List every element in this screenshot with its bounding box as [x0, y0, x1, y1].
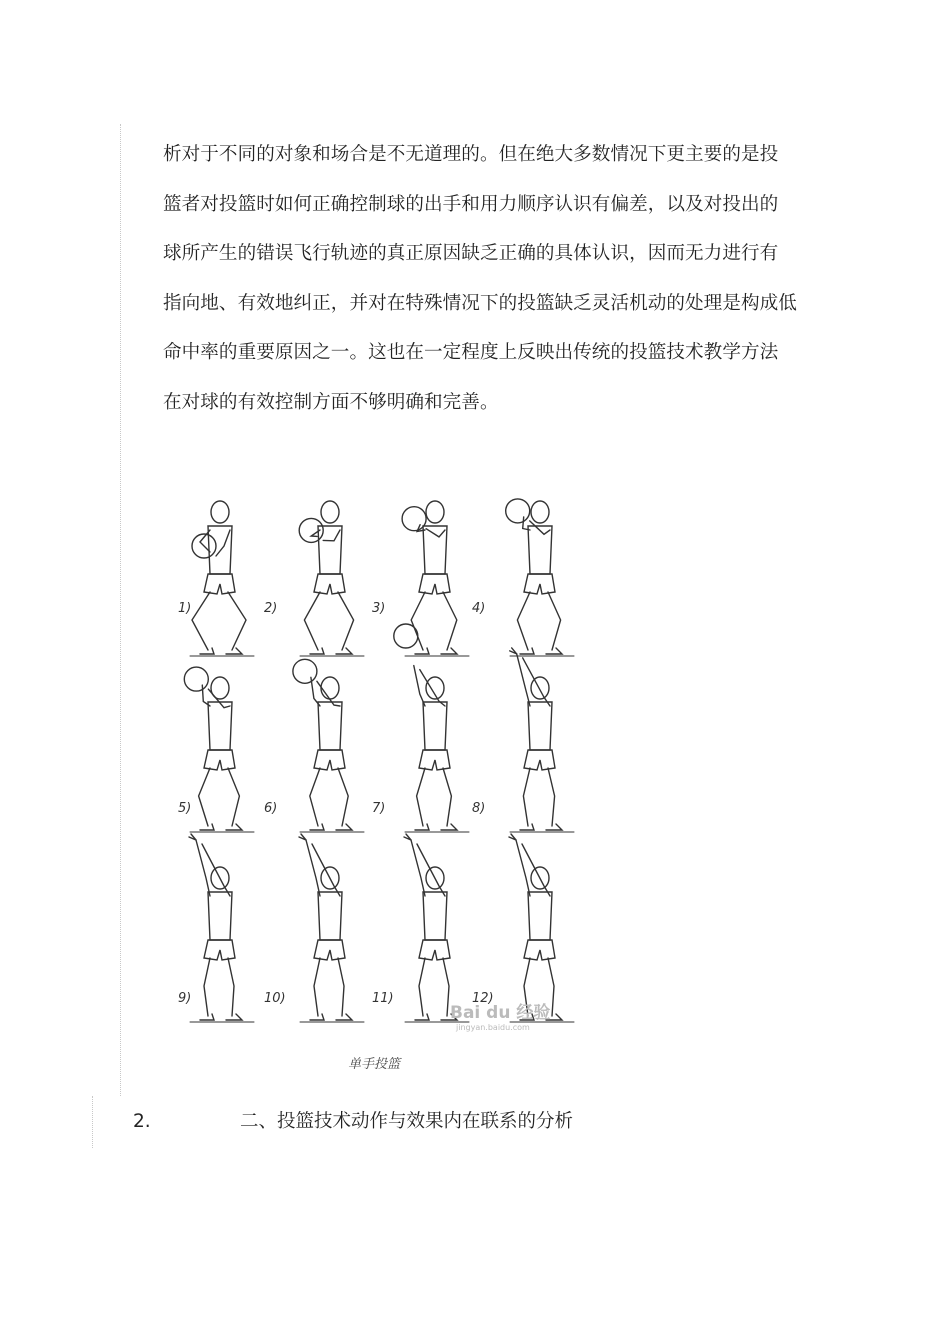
- frame-label: 5): [178, 801, 192, 816]
- frame-label: 6): [264, 801, 278, 816]
- frame-label: 3): [372, 601, 386, 616]
- shooting-arm-outline: [306, 840, 320, 896]
- shooting-sequence-illustration: [160, 470, 580, 1082]
- left-leg-outline: [411, 592, 425, 650]
- shooting-arm-outline: [517, 654, 530, 706]
- right-leg-outline: [443, 768, 451, 826]
- right-leg-outline: [443, 592, 457, 650]
- section-title: 二、投篮技术动作与效果内在联系的分析: [240, 1111, 574, 1132]
- right-shoe-outline: [226, 648, 242, 654]
- frame-label: 2): [264, 601, 278, 616]
- right-leg-outline: [228, 592, 246, 650]
- head-outline: [321, 501, 339, 523]
- shorts-outline: [314, 574, 345, 594]
- right-leg-outline: [338, 592, 354, 650]
- paragraph-line: 篮者对投篮时如何正确控制球的出手和用力顺序认识有偏差，以及对投出的: [163, 193, 779, 215]
- basketball-outline: [394, 624, 418, 648]
- section-number: 2.: [133, 1111, 151, 1132]
- body-paragraph: [163, 130, 813, 427]
- torso-outline: [208, 892, 232, 940]
- right-shoe-outline: [226, 1014, 242, 1020]
- shorts-outline: [419, 750, 450, 770]
- shooting-sequence-figure: [160, 470, 580, 1082]
- shooter-figure: [394, 624, 469, 832]
- head-outline: [211, 501, 229, 523]
- fingers-outline: [510, 648, 517, 654]
- right-leg-outline: [548, 768, 555, 826]
- shooter-figure: [299, 501, 364, 656]
- watermark-text: Bai du 经验: [450, 1003, 551, 1023]
- torso-outline: [318, 702, 342, 750]
- right-shoe-outline: [441, 648, 457, 654]
- left-leg-outline: [419, 958, 425, 1016]
- left-leg-outline: [517, 592, 530, 650]
- paragraph-line: 指向地、有效地纠正，并对在特殊情况下的投篮缺乏灵活机动的处理是构成低: [163, 292, 797, 314]
- torso-outline: [423, 526, 447, 574]
- frame-label: 4): [472, 601, 486, 616]
- head-outline: [426, 501, 444, 523]
- head-outline: [531, 501, 549, 523]
- shooter-figure: [293, 659, 364, 832]
- right-shoe-outline: [336, 824, 352, 830]
- right-leg-outline: [228, 768, 239, 826]
- torso-outline: [208, 702, 232, 750]
- right-leg-outline: [548, 592, 561, 650]
- shooting-arm-outline: [516, 840, 530, 896]
- shorts-outline: [419, 574, 450, 594]
- margin-rule-lower: [92, 1096, 93, 1148]
- left-leg-outline: [192, 592, 210, 650]
- left-shoe-outline: [200, 1014, 214, 1020]
- right-shoe-outline: [546, 648, 562, 654]
- shooting-arm-outline: [414, 666, 425, 706]
- guide-arm-outline: [323, 530, 340, 541]
- left-shoe-outline: [310, 1014, 324, 1020]
- frame-label: 1): [178, 601, 192, 616]
- right-shoe-outline: [336, 1014, 352, 1020]
- right-leg-outline: [338, 958, 344, 1016]
- guide-arm-outline: [216, 530, 230, 556]
- left-leg-outline: [199, 768, 210, 826]
- shorts-outline: [314, 750, 345, 770]
- fingers-outline: [404, 834, 411, 840]
- shooting-arm-outline: [411, 840, 425, 896]
- fingers-outline: [189, 834, 196, 840]
- frame-label: 10): [264, 991, 286, 1006]
- shooter-figure: [509, 834, 574, 1022]
- left-leg-outline: [314, 958, 320, 1016]
- shooter-figure: [402, 501, 469, 656]
- fingers-outline: [299, 834, 306, 840]
- right-shoe-outline: [441, 824, 457, 830]
- left-shoe-outline: [415, 1014, 429, 1020]
- shooter-figure: [299, 834, 364, 1022]
- torso-outline: [318, 892, 342, 940]
- left-shoe-outline: [415, 824, 429, 830]
- shorts-outline: [204, 750, 235, 770]
- right-leg-outline: [338, 768, 348, 826]
- left-shoe-outline: [520, 824, 534, 830]
- torso-outline: [528, 892, 552, 940]
- right-shoe-outline: [336, 648, 352, 654]
- shooter-figure: [506, 499, 574, 656]
- frame-label: 7): [372, 801, 386, 816]
- frame-label: 12): [472, 991, 494, 1006]
- left-leg-outline: [204, 958, 210, 1016]
- shooter-figure: [189, 834, 254, 1022]
- shooter-figure: [404, 834, 469, 1022]
- torso-outline: [423, 702, 447, 750]
- right-leg-outline: [443, 958, 449, 1016]
- torso-outline: [423, 892, 447, 940]
- basketball-outline: [184, 667, 208, 691]
- shorts-outline: [314, 940, 345, 960]
- torso-outline: [528, 526, 552, 574]
- shorts-outline: [419, 940, 450, 960]
- shooting-arm-outline: [196, 840, 210, 896]
- shooter-figure: [184, 667, 254, 832]
- right-shoe-outline: [546, 824, 562, 830]
- left-leg-outline: [304, 592, 320, 650]
- figure-caption: 单手投篮: [348, 1057, 401, 1072]
- basketball-outline: [293, 659, 317, 683]
- paragraph-line: 在对球的有效控制方面不够明确和完善。: [163, 391, 499, 413]
- paragraph-line: 析对于不同的对象和场合是不无道理的。但在绝大多数情况下更主要的是投: [163, 144, 779, 165]
- shorts-outline: [204, 574, 235, 594]
- left-leg-outline: [417, 768, 425, 826]
- paragraph-line: 命中率的重要原因之一。这也在一定程度上反映出传统的投篮技术教学方法: [163, 342, 779, 363]
- shorts-outline: [524, 750, 555, 770]
- paragraph-line: 球所产生的错误飞行轨迹的真正原因缺乏正确的具体认识，因而无力进行有: [163, 243, 779, 264]
- shorts-outline: [524, 574, 555, 594]
- shooter-figure: [190, 501, 254, 656]
- watermark-url: jingyan.baidu.com: [456, 1023, 530, 1032]
- guide-arm-outline: [426, 529, 445, 537]
- basketball-outline: [506, 499, 530, 523]
- frame-label: 9): [178, 991, 192, 1006]
- basketball-outline: [402, 507, 426, 531]
- left-leg-outline: [523, 768, 530, 826]
- frame-label: 11): [372, 991, 394, 1006]
- left-leg-outline: [310, 768, 320, 826]
- shorts-outline: [204, 940, 235, 960]
- shooter-figure: [510, 648, 574, 832]
- right-leg-outline: [228, 958, 234, 1016]
- head-outline: [531, 677, 549, 699]
- head-outline: [321, 677, 339, 699]
- right-shoe-outline: [226, 824, 242, 830]
- torso-outline: [528, 702, 552, 750]
- margin-rule: [120, 124, 121, 1096]
- shorts-outline: [524, 940, 555, 960]
- guide-arm-outline: [420, 670, 445, 706]
- frame-label: 8): [472, 801, 486, 816]
- fingers-outline: [509, 834, 516, 840]
